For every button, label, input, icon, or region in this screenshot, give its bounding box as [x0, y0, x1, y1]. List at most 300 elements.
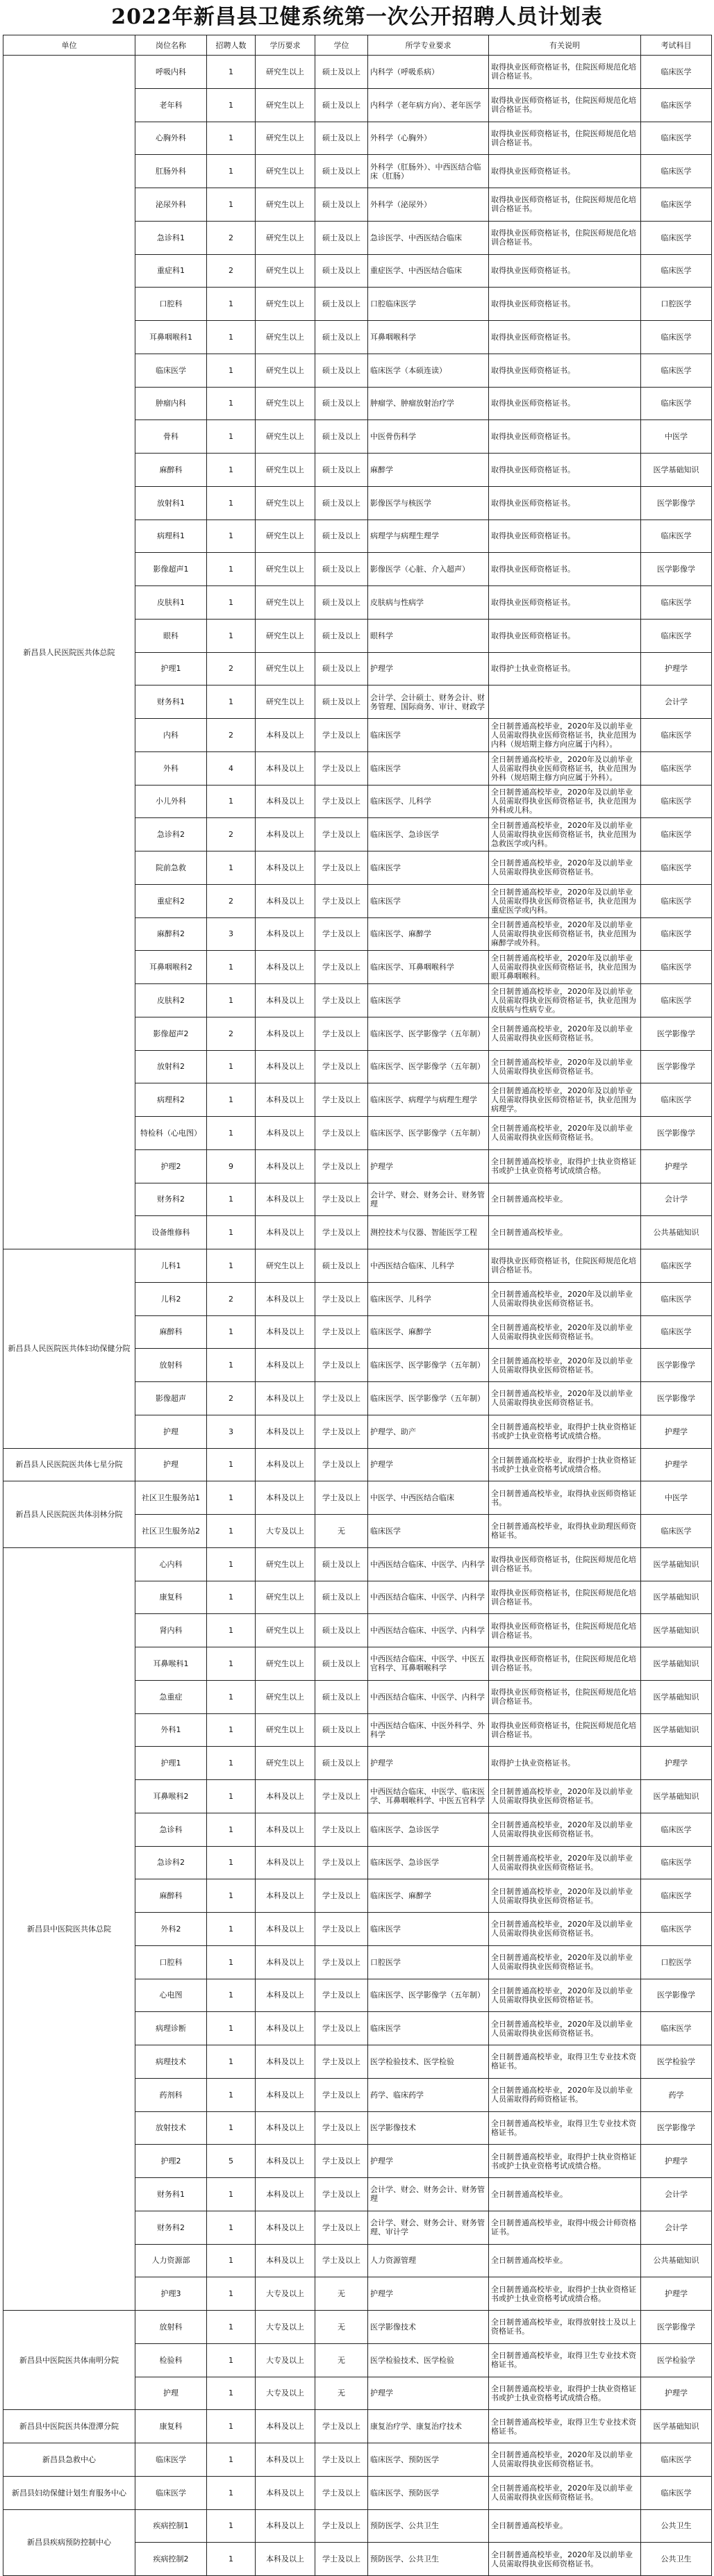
count-cell: 1: [207, 2012, 256, 2045]
degree-cell: 学士及以上: [315, 1415, 368, 1448]
position-cell: 口腔科: [135, 288, 207, 321]
notes-cell: 全日制普通高校毕业，2020年及以前毕业人员需取得执业医师资格证书。: [489, 1050, 641, 1083]
count-cell: 1: [207, 1979, 256, 2012]
education-cell: 大专及以上: [256, 2311, 315, 2344]
count-cell: 1: [207, 288, 256, 321]
degree-cell: 硕士及以上: [315, 321, 368, 354]
degree-cell: 硕士及以上: [315, 288, 368, 321]
major-cell: 皮肤病与性病学: [368, 586, 489, 620]
degree-cell: 硕士及以上: [315, 88, 368, 122]
education-cell: 本科及以上: [256, 2211, 315, 2244]
position-cell: 麻醉科2: [135, 917, 207, 951]
count-cell: 1: [207, 553, 256, 586]
notes-cell: 取得执业医师资格证书，住院医师规范化培训合格证书。: [489, 1647, 641, 1681]
position-cell: 社区卫生服务站1: [135, 1481, 207, 1515]
education-cell: 研究生以上: [256, 619, 315, 652]
notes-cell: 全日制普通高校毕业，取得卫生专业技术资格证书。: [489, 2410, 641, 2443]
position-cell: 临床医学: [135, 354, 207, 387]
degree-cell: 学士及以上: [315, 1979, 368, 2012]
position-cell: 肿瘤内科: [135, 387, 207, 420]
position-cell: 人力资源部: [135, 2244, 207, 2277]
major-cell: 临床医学: [368, 1515, 489, 1548]
major-cell: 中西医结合临床、中医外科学、外科学: [368, 1713, 489, 1747]
exam-subject-cell: 药学: [641, 2078, 712, 2111]
position-cell: 病理科2: [135, 1083, 207, 1117]
exam-subject-cell: 护理学: [641, 1415, 712, 1448]
notes-cell: 全日制普通高校毕业，2020年及以前毕业人员需取得执业医师资格证书。: [489, 1913, 641, 1946]
degree-cell: 学士及以上: [315, 1216, 368, 1249]
exam-subject-cell: 临床医学: [641, 719, 712, 752]
notes-cell: 全日制普通高校毕业。: [489, 1183, 641, 1216]
degree-cell: 硕士及以上: [315, 553, 368, 586]
position-cell: 临床医学: [135, 2443, 207, 2477]
education-cell: 本科及以上: [256, 2543, 315, 2576]
degree-cell: 学士及以上: [315, 2111, 368, 2145]
major-cell: 临床医学: [368, 2012, 489, 2045]
notes-cell: 全日制普通高校毕业，2020年及以前毕业人员需取得执业医师资格证书，执业范围为外科（规培期主修方向应属于外科）。: [489, 751, 641, 785]
education-cell: 本科及以上: [256, 1846, 315, 1879]
count-cell: 1: [207, 851, 256, 885]
exam-subject-cell: 中医学: [641, 1481, 712, 1515]
notes-cell: 全日制普通高校毕业，2020年及以前毕业人员需取得执业医师资格证书。: [489, 2012, 641, 2045]
major-cell: 临床医学: [368, 751, 489, 785]
count-cell: 1: [207, 2543, 256, 2576]
exam-subject-cell: 公共卫生: [641, 2543, 712, 2576]
count-cell: 1: [207, 1117, 256, 1150]
position-cell: 重症科1: [135, 254, 207, 288]
degree-cell: 硕士及以上: [315, 1680, 368, 1713]
exam-subject-cell: 临床医学: [641, 254, 712, 288]
education-cell: 研究生以上: [256, 56, 315, 89]
education-cell: 本科及以上: [256, 1315, 315, 1349]
major-cell: 口腔临床医学: [368, 288, 489, 321]
count-cell: 1: [207, 321, 256, 354]
exam-subject-cell: 临床医学: [641, 1846, 712, 1879]
page-title: 2022年新昌县卫健系统第一次公开招聘人员计划表: [111, 5, 603, 29]
degree-cell: 学士及以上: [315, 1349, 368, 1382]
header-degree: 学位: [315, 35, 368, 56]
education-cell: 本科及以上: [256, 1481, 315, 1515]
count-cell: 1: [207, 1813, 256, 1846]
exam-subject-cell: 医学基础知识: [641, 1581, 712, 1614]
notes-cell: 全日制普通高校毕业，取得执业助理医师资格证书。: [489, 1515, 641, 1548]
major-cell: 临床医学、儿科学: [368, 1282, 489, 1315]
notes-cell: 取得执业医师资格证书。: [489, 288, 641, 321]
education-cell: 研究生以上: [256, 188, 315, 222]
position-cell: 外科1: [135, 1713, 207, 1747]
position-cell: 影像超声: [135, 1382, 207, 1415]
major-cell: 医学影像技术: [368, 2311, 489, 2344]
header-position: 岗位名称: [135, 35, 207, 56]
notes-cell: 取得执业医师资格证书，住院医师规范化培训合格证书。: [489, 188, 641, 222]
major-cell: 中西医结合临床、中医学、中医五官科学、耳鼻咽喉科学: [368, 1647, 489, 1681]
degree-cell: 学士及以上: [315, 1083, 368, 1117]
degree-cell: 无: [315, 2311, 368, 2344]
major-cell: 临床医学: [368, 851, 489, 885]
count-cell: 2: [207, 719, 256, 752]
degree-cell: 硕士及以上: [315, 1747, 368, 1780]
notes-cell: 取得执业医师资格证书。: [489, 321, 641, 354]
major-cell: 临床医学、病理学与病理生理学: [368, 1083, 489, 1117]
degree-cell: 硕士及以上: [315, 122, 368, 155]
position-cell: 耳鼻喉科1: [135, 1647, 207, 1681]
count-cell: 1: [207, 1581, 256, 1614]
major-cell: 临床医学、医学影像学（五年制）: [368, 1117, 489, 1150]
degree-cell: 学士及以上: [315, 1382, 368, 1415]
position-cell: 外科: [135, 751, 207, 785]
count-cell: 1: [207, 2244, 256, 2277]
education-cell: 本科及以上: [256, 2012, 315, 2045]
degree-cell: 学士及以上: [315, 1879, 368, 1913]
position-cell: 急诊科1: [135, 221, 207, 254]
major-cell: 影像医学与核医学: [368, 486, 489, 520]
major-cell: 中西医结合临床、中医学、内科学: [368, 1614, 489, 1647]
notes-cell: 取得执业医师资格证书，住院医师规范化培训合格证书。: [489, 56, 641, 89]
major-cell: 病理学与病理生理学: [368, 520, 489, 553]
exam-subject-cell: 临床医学: [641, 2476, 712, 2509]
major-cell: 临床医学、预防医学: [368, 2476, 489, 2509]
education-cell: 本科及以上: [256, 2145, 315, 2178]
notes-cell: 全日制普通高校毕业，2020年及以前毕业人员需取得执业医师资格证书，执业范围为麻醉学或外科。: [489, 917, 641, 951]
table-row: [3, 1481, 712, 1515]
exam-subject-cell: 临床医学: [641, 1515, 712, 1548]
position-cell: 社区卫生服务站2: [135, 1515, 207, 1548]
education-cell: 本科及以上: [256, 1349, 315, 1382]
exam-subject-cell: 中医学: [641, 420, 712, 454]
major-cell: 会计学、财会、财务会计、财务管理、审计学: [368, 2211, 489, 2244]
education-cell: 本科及以上: [256, 1813, 315, 1846]
unit-cell: 新昌县中医院医共体南明分院: [3, 2311, 135, 2410]
major-cell: 临床医学、医学影像学（五年制）: [368, 1382, 489, 1415]
exam-subject-cell: 护理学: [641, 1149, 712, 1183]
position-cell: 财务科1: [135, 685, 207, 719]
exam-subject-cell: 临床医学: [641, 917, 712, 951]
count-cell: 1: [207, 1448, 256, 1481]
major-cell: 中西医结合临床、中医学、内科学: [368, 1547, 489, 1581]
notes-cell: 全日制普通高校毕业，2020年及以前毕业人员需取得执业医师资格证书，执业范围为眼耳鼻咽喉科。: [489, 951, 641, 984]
degree-cell: 硕士及以上: [315, 56, 368, 89]
exam-subject-cell: 临床医学: [641, 155, 712, 188]
exam-subject-cell: 护理学: [641, 2277, 712, 2311]
major-cell: 医学检验技术、医学检验: [368, 2343, 489, 2377]
notes-cell: 全日制普通高校毕业，2020年及以前毕业人员需取得执业医师资格证书，执业范围为急救医学或内科。: [489, 818, 641, 851]
degree-cell: 学士及以上: [315, 2178, 368, 2211]
major-cell: 护理学、助产: [368, 1415, 489, 1448]
major-cell: 临床医学、麻醉学: [368, 1879, 489, 1913]
degree-cell: 硕士及以上: [315, 420, 368, 454]
unit-cell: 新昌县急救中心: [3, 2443, 135, 2477]
education-cell: 研究生以上: [256, 354, 315, 387]
exam-subject-cell: 医学检验学: [641, 2343, 712, 2377]
degree-cell: 学士及以上: [315, 1050, 368, 1083]
notes-cell: 全日制普通高校毕业。: [489, 2178, 641, 2211]
count-cell: 1: [207, 56, 256, 89]
degree-cell: 学士及以上: [315, 1149, 368, 1183]
count-cell: 1: [207, 984, 256, 1017]
education-cell: 本科及以上: [256, 2410, 315, 2443]
education-cell: 本科及以上: [256, 1017, 315, 1050]
position-cell: 皮肤科2: [135, 984, 207, 1017]
count-cell: 1: [207, 420, 256, 454]
exam-subject-cell: 临床医学: [641, 122, 712, 155]
exam-subject-cell: 临床医学: [641, 984, 712, 1017]
count-cell: 1: [207, 122, 256, 155]
education-cell: 研究生以上: [256, 1581, 315, 1614]
education-cell: 本科及以上: [256, 1216, 315, 1249]
count-cell: 1: [207, 454, 256, 487]
notes-cell: 取得执业医师资格证书，住院医师规范化培训合格证书。: [489, 1547, 641, 1581]
count-cell: 1: [207, 2277, 256, 2311]
notes-cell: 取得执业医师资格证书，住院医师规范化培训合格证书。: [489, 1680, 641, 1713]
notes-cell: 取得执业医师资格证书，住院医师规范化培训合格证书。: [489, 1581, 641, 1614]
education-cell: 研究生以上: [256, 288, 315, 321]
degree-cell: 学士及以上: [315, 1846, 368, 1879]
notes-cell: 取得执业医师资格证书。: [489, 420, 641, 454]
major-cell: 临床医学、麻醉学: [368, 1315, 489, 1349]
notes-cell: 全日制普通高校毕业，2020年及以前毕业人员需取得执业医师资格证书。: [489, 1879, 641, 1913]
degree-cell: 硕士及以上: [315, 1647, 368, 1681]
notes-cell: 全日制普通高校毕业，2020年及以前毕业人员需取得药师资格证书。: [489, 2078, 641, 2111]
notes-cell: 全日制普通高校毕业，2020年及以前毕业人员需取得执业医师资格证书，执业范围为皮肤病与性病专业。: [489, 984, 641, 1017]
position-cell: 急诊科2: [135, 1846, 207, 1879]
education-cell: 研究生以上: [256, 520, 315, 553]
position-cell: 眼科: [135, 619, 207, 652]
position-cell: 老年科: [135, 88, 207, 122]
position-cell: 检验科: [135, 2343, 207, 2377]
degree-cell: 学士及以上: [315, 2410, 368, 2443]
major-cell: 临床医学: [368, 884, 489, 917]
notes-cell: 全日制普通高校毕业，2020年及以前毕业人员需取得执业医师资格证书。: [489, 851, 641, 885]
degree-cell: 学士及以上: [315, 884, 368, 917]
notes-cell: 全日制普通高校毕业。: [489, 1216, 641, 1249]
position-cell: 麻醉科: [135, 1879, 207, 1913]
degree-cell: 硕士及以上: [315, 1547, 368, 1581]
major-cell: 重症医学、中西医结合临床: [368, 254, 489, 288]
count-cell: 2: [207, 1017, 256, 1050]
position-cell: 疾病控制2: [135, 2543, 207, 2576]
major-cell: 测控技术与仪器、智能医学工程: [368, 1216, 489, 1249]
notes-cell: 全日制普通高校毕业，2020年及以前毕业人员需取得执业医师资格证书。: [489, 1382, 641, 1415]
count-cell: 1: [207, 1913, 256, 1946]
major-cell: 外科学（泌尿外）: [368, 188, 489, 222]
education-cell: 研究生以上: [256, 553, 315, 586]
degree-cell: 学士及以上: [315, 1282, 368, 1315]
notes-cell: 全日制普通高校毕业，取得护士执业资格证书或护士执业资格考试成绩合格。: [489, 1415, 641, 1448]
position-cell: 儿科1: [135, 1249, 207, 1283]
unit-cell: 新昌县人民医院医共体羽林分院: [3, 1481, 135, 1548]
exam-subject-cell: 医学影像学: [641, 1117, 712, 1150]
major-cell: 急诊医学、中西医结合临床: [368, 221, 489, 254]
exam-subject-cell: 临床医学: [641, 321, 712, 354]
major-cell: 中西医结合临床、中医学、内科学: [368, 1581, 489, 1614]
degree-cell: 硕士及以上: [315, 619, 368, 652]
position-cell: 麻醉科: [135, 454, 207, 487]
exam-subject-cell: 医学影像学: [641, 1349, 712, 1382]
position-cell: 耳鼻咽喉科1: [135, 321, 207, 354]
notes-cell: 全日制普通高校毕业，取得护士执业资格证书或护士执业资格考试成绩合格。: [489, 1448, 641, 1481]
count-cell: 1: [207, 1945, 256, 1979]
exam-subject-cell: 临床医学: [641, 619, 712, 652]
count-cell: 1: [207, 2311, 256, 2344]
count-cell: 1: [207, 486, 256, 520]
degree-cell: 学士及以上: [315, 2012, 368, 2045]
major-cell: 护理学: [368, 1149, 489, 1183]
degree-cell: 学士及以上: [315, 1017, 368, 1050]
exam-subject-cell: 临床医学: [641, 851, 712, 885]
count-cell: 1: [207, 354, 256, 387]
notes-cell: 全日制普通高校毕业，2020年及以前毕业人员需取得执业医师资格证书。: [489, 1017, 641, 1050]
exam-subject-cell: 医学基础知识: [641, 1780, 712, 1813]
position-cell: 皮肤科1: [135, 586, 207, 620]
major-cell: 眼科学: [368, 619, 489, 652]
education-cell: 研究生以上: [256, 454, 315, 487]
notes-cell: 取得执业医师资格证书，住院医师规范化培训合格证书。: [489, 1713, 641, 1747]
major-cell: 临床医学（本硕连读）: [368, 354, 489, 387]
count-cell: 1: [207, 2476, 256, 2509]
position-cell: 院前急救: [135, 851, 207, 885]
exam-subject-cell: 口腔医学: [641, 288, 712, 321]
education-cell: 本科及以上: [256, 785, 315, 818]
degree-cell: 硕士及以上: [315, 586, 368, 620]
degree-cell: 学士及以上: [315, 719, 368, 752]
education-cell: 本科及以上: [256, 1913, 315, 1946]
education-cell: 研究生以上: [256, 321, 315, 354]
exam-subject-cell: 口腔医学: [641, 1945, 712, 1979]
exam-subject-cell: 临床医学: [641, 2012, 712, 2045]
count-cell: 3: [207, 917, 256, 951]
exam-subject-cell: 临床医学: [641, 1315, 712, 1349]
degree-cell: 学士及以上: [315, 1780, 368, 1813]
position-cell: 护理: [135, 2377, 207, 2410]
count-cell: 1: [207, 1481, 256, 1515]
exam-subject-cell: 临床医学: [641, 586, 712, 620]
position-cell: 临床医学: [135, 2476, 207, 2509]
education-cell: 研究生以上: [256, 221, 315, 254]
degree-cell: 学士及以上: [315, 2543, 368, 2576]
count-cell: 1: [207, 951, 256, 984]
position-cell: 耳鼻喉科2: [135, 1780, 207, 1813]
degree-cell: 学士及以上: [315, 2078, 368, 2111]
position-cell: 影像超声2: [135, 1017, 207, 1050]
notes-cell: 全日制普通高校毕业，取得执业医师资格证书。: [489, 1481, 641, 1515]
notes-cell: 全日制普通高校毕业，取得放射技士及以上资格证书。: [489, 2311, 641, 2344]
position-cell: 骨科: [135, 420, 207, 454]
education-cell: 本科及以上: [256, 1448, 315, 1481]
notes-cell: 全日制普通高校毕业，2020年及以前毕业人员需取得执业医师资格证书。: [489, 1315, 641, 1349]
education-cell: 本科及以上: [256, 2078, 315, 2111]
exam-subject-cell: 公共卫生: [641, 2509, 712, 2543]
exam-subject-cell: 临床医学: [641, 387, 712, 420]
count-cell: 1: [207, 1747, 256, 1780]
exam-subject-cell: 临床医学: [641, 818, 712, 851]
position-cell: 心胸外科: [135, 122, 207, 155]
degree-cell: 学士及以上: [315, 2476, 368, 2509]
education-cell: 本科及以上: [256, 2476, 315, 2509]
education-cell: 本科及以上: [256, 2111, 315, 2145]
major-cell: 会计学、财会、财务会计、财务管理: [368, 1183, 489, 1216]
notes-cell: 取得执业医师资格证书。: [489, 454, 641, 487]
education-cell: 研究生以上: [256, 586, 315, 620]
education-cell: 本科及以上: [256, 1945, 315, 1979]
degree-cell: 学士及以上: [315, 1945, 368, 1979]
count-cell: 2: [207, 884, 256, 917]
notes-cell: 全日制普通高校毕业，2020年及以前毕业人员需取得执业医师资格证书。: [489, 1813, 641, 1846]
major-cell: 护理学: [368, 2377, 489, 2410]
major-cell: 护理学: [368, 652, 489, 685]
degree-cell: 硕士及以上: [315, 1249, 368, 1283]
count-cell: 1: [207, 685, 256, 719]
exam-subject-cell: 公共基础知识: [641, 1216, 712, 1249]
position-cell: 疾病控制1: [135, 2509, 207, 2543]
unit-cell: 新昌县人民医院医共体总院: [3, 56, 135, 1249]
notes-cell: 全日制普通高校毕业，2020年及以前毕业人员需取得执业医师资格证书。: [489, 1979, 641, 2012]
notes-cell: 全日制普通高校毕业，取得护士执业资格证书或护士执业资格考试成绩合格。: [489, 2145, 641, 2178]
major-cell: 医学检验技术、医学检验: [368, 2045, 489, 2079]
count-cell: 2: [207, 1282, 256, 1315]
education-cell: 本科及以上: [256, 1149, 315, 1183]
exam-subject-cell: 护理学: [641, 2377, 712, 2410]
education-cell: 研究生以上: [256, 155, 315, 188]
position-cell: 呼吸内科: [135, 56, 207, 89]
unit-cell: 新昌县人民医院医共体妇幼保健分院: [3, 1249, 135, 1449]
header-major: 所学专业要求: [368, 35, 489, 56]
notes-cell: 取得执业医师资格证书。: [489, 520, 641, 553]
education-cell: 本科及以上: [256, 984, 315, 1017]
education-cell: 研究生以上: [256, 88, 315, 122]
count-cell: 1: [207, 1515, 256, 1548]
degree-cell: 学士及以上: [315, 751, 368, 785]
notes-cell: 全日制普通高校毕业，取得卫生专业技术资格证书。: [489, 2343, 641, 2377]
education-cell: 本科及以上: [256, 1879, 315, 1913]
education-cell: 研究生以上: [256, 486, 315, 520]
degree-cell: 硕士及以上: [315, 1713, 368, 1747]
exam-subject-cell: 医学基础知识: [641, 1547, 712, 1581]
position-cell: 心电图: [135, 1979, 207, 2012]
count-cell: 1: [207, 88, 256, 122]
major-cell: 外科学（肛肠外）、中西医结合临床（肛肠）: [368, 155, 489, 188]
notes-cell: 全日制普通高校毕业，取得护士执业资格证书或护士执业资格考试成绩合格。: [489, 1149, 641, 1183]
major-cell: 护理学: [368, 1448, 489, 1481]
education-cell: 研究生以上: [256, 1614, 315, 1647]
unit-cell: 新昌县人民医院医共体七星分院: [3, 1448, 135, 1481]
major-cell: 预防医学、公共卫生: [368, 2509, 489, 2543]
education-cell: 本科及以上: [256, 1382, 315, 1415]
exam-subject-cell: 医学基础知识: [641, 1713, 712, 1747]
table-row: [3, 56, 712, 89]
major-cell: 内科学（老年病方向）、老年医学: [368, 88, 489, 122]
degree-cell: 学士及以上: [315, 1315, 368, 1349]
position-cell: 特检科（心电图）: [135, 1117, 207, 1150]
degree-cell: 学士及以上: [315, 951, 368, 984]
notes-cell: 全日制普通高校毕业，取得卫生专业技术资格证书。: [489, 2045, 641, 2079]
exam-subject-cell: 医学影像学: [641, 1979, 712, 2012]
notes-cell: 取得执业医师资格证书，住院医师规范化培训合格证书。: [489, 1614, 641, 1647]
education-cell: 研究生以上: [256, 122, 315, 155]
major-cell: 肿瘤学、肿瘤放射治疗学: [368, 387, 489, 420]
count-cell: 1: [207, 2045, 256, 2079]
count-cell: 1: [207, 2377, 256, 2410]
degree-cell: 学士及以上: [315, 1183, 368, 1216]
position-cell: 财务科1: [135, 2178, 207, 2211]
notes-cell: 全日制普通高校毕业，2020年及以前毕业人员需取得执业医师资格证书，执业范围为病理学。: [489, 1083, 641, 1117]
exam-subject-cell: 临床医学: [641, 56, 712, 89]
notes-cell: 全日制普通高校毕业，2020年及以前毕业人员需取得执业医师资格证书。: [489, 1282, 641, 1315]
education-cell: 研究生以上: [256, 387, 315, 420]
degree-cell: 学士及以上: [315, 818, 368, 851]
major-cell: 康复治疗学、康复治疗技术: [368, 2410, 489, 2443]
major-cell: 中医骨伤科学: [368, 420, 489, 454]
education-cell: 本科及以上: [256, 1415, 315, 1448]
